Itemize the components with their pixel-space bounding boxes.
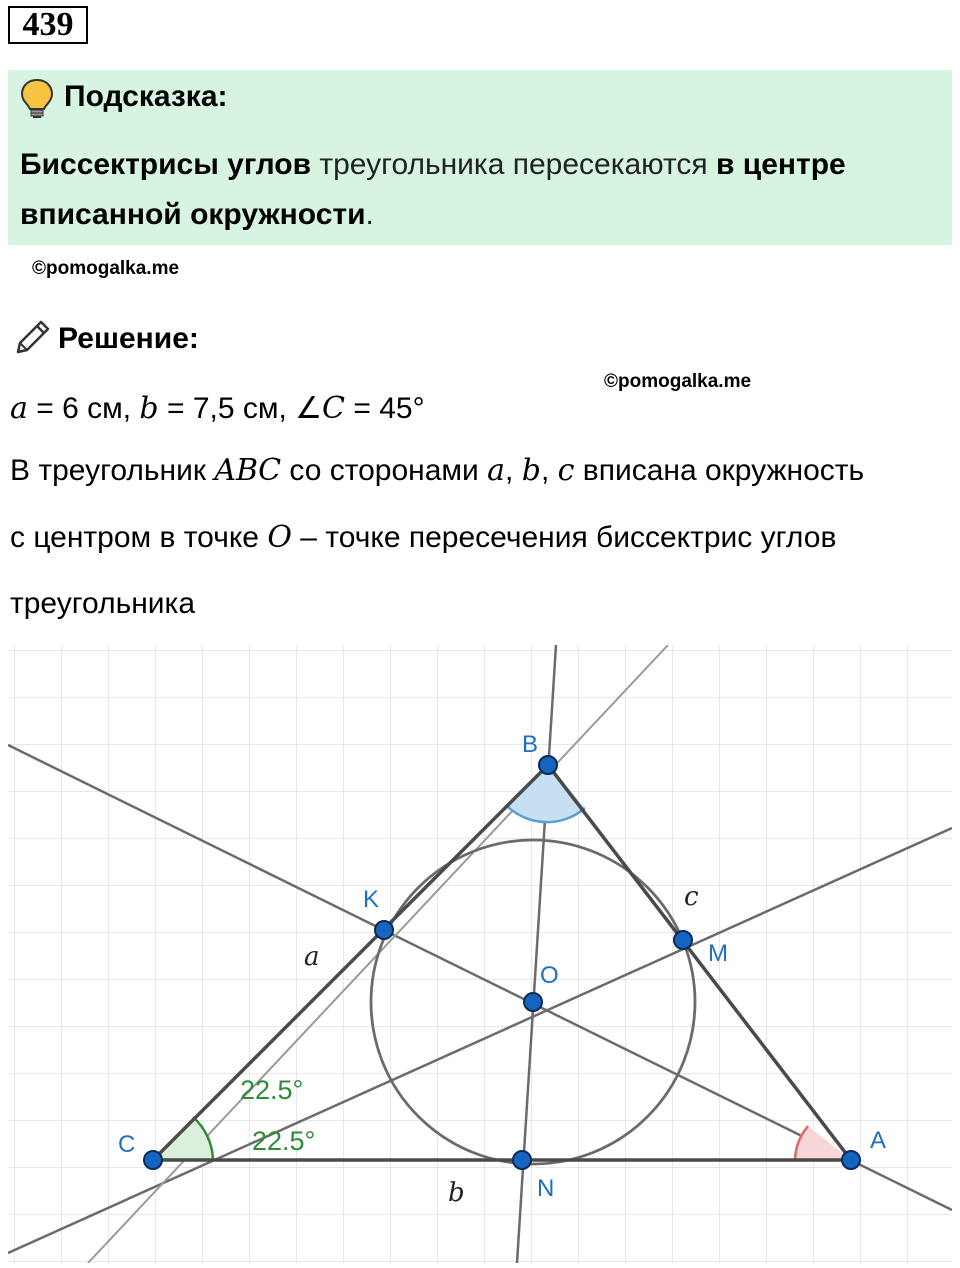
label-a: A: [870, 1127, 887, 1154]
point-n: [513, 1151, 531, 1169]
watermark-1: ©pomogalka.me: [32, 258, 180, 279]
angle-label-lower: 22.5°: [252, 1126, 316, 1156]
lightbulb-icon: [20, 78, 54, 120]
watermark-2: ©pomogalka.me: [604, 371, 752, 392]
angle-label-upper: 22.5°: [240, 1075, 304, 1105]
side-label-b: b: [448, 1178, 465, 1208]
pencil-icon: [12, 318, 52, 358]
solution-line-1: В треугольник 𝐴𝐵𝐶 со сторонами 𝑎, 𝑏, 𝑐 вписана окружность: [10, 453, 865, 488]
task-number: 439: [8, 6, 88, 44]
solution-line-2: с центром в точке 𝑂 – точке пересечения биссектрис углов: [10, 520, 837, 555]
point-k: [375, 921, 393, 939]
point-c: [144, 1151, 162, 1169]
point-b: [539, 756, 557, 774]
solution-title: Решение:: [58, 322, 199, 355]
point-o: [524, 993, 542, 1011]
given-values: 𝑎 = 6 см, 𝑏 = 7,5 см, ∠𝐶 = 45°: [10, 391, 425, 426]
label-c: C: [118, 1131, 136, 1158]
hint-line-1: Биссектрисы углов треугольника пересекаются в центре: [20, 148, 846, 181]
label-b: B: [522, 731, 539, 758]
hint-title: Подсказка:: [64, 80, 228, 113]
point-a: [842, 1151, 860, 1169]
point-m: [674, 931, 692, 949]
solution-line-3: треугольника: [10, 587, 196, 620]
label-n: N: [537, 1175, 555, 1202]
grid: [8, 645, 952, 1263]
label-o: O: [540, 962, 559, 989]
hint-line-2: вписанной окружности.: [20, 198, 374, 231]
label-m: M: [708, 940, 728, 967]
side-label-a: a: [304, 942, 320, 972]
label-k: K: [363, 886, 380, 913]
geometry-figure: [8, 645, 952, 1263]
side-label-c: c: [684, 882, 699, 912]
